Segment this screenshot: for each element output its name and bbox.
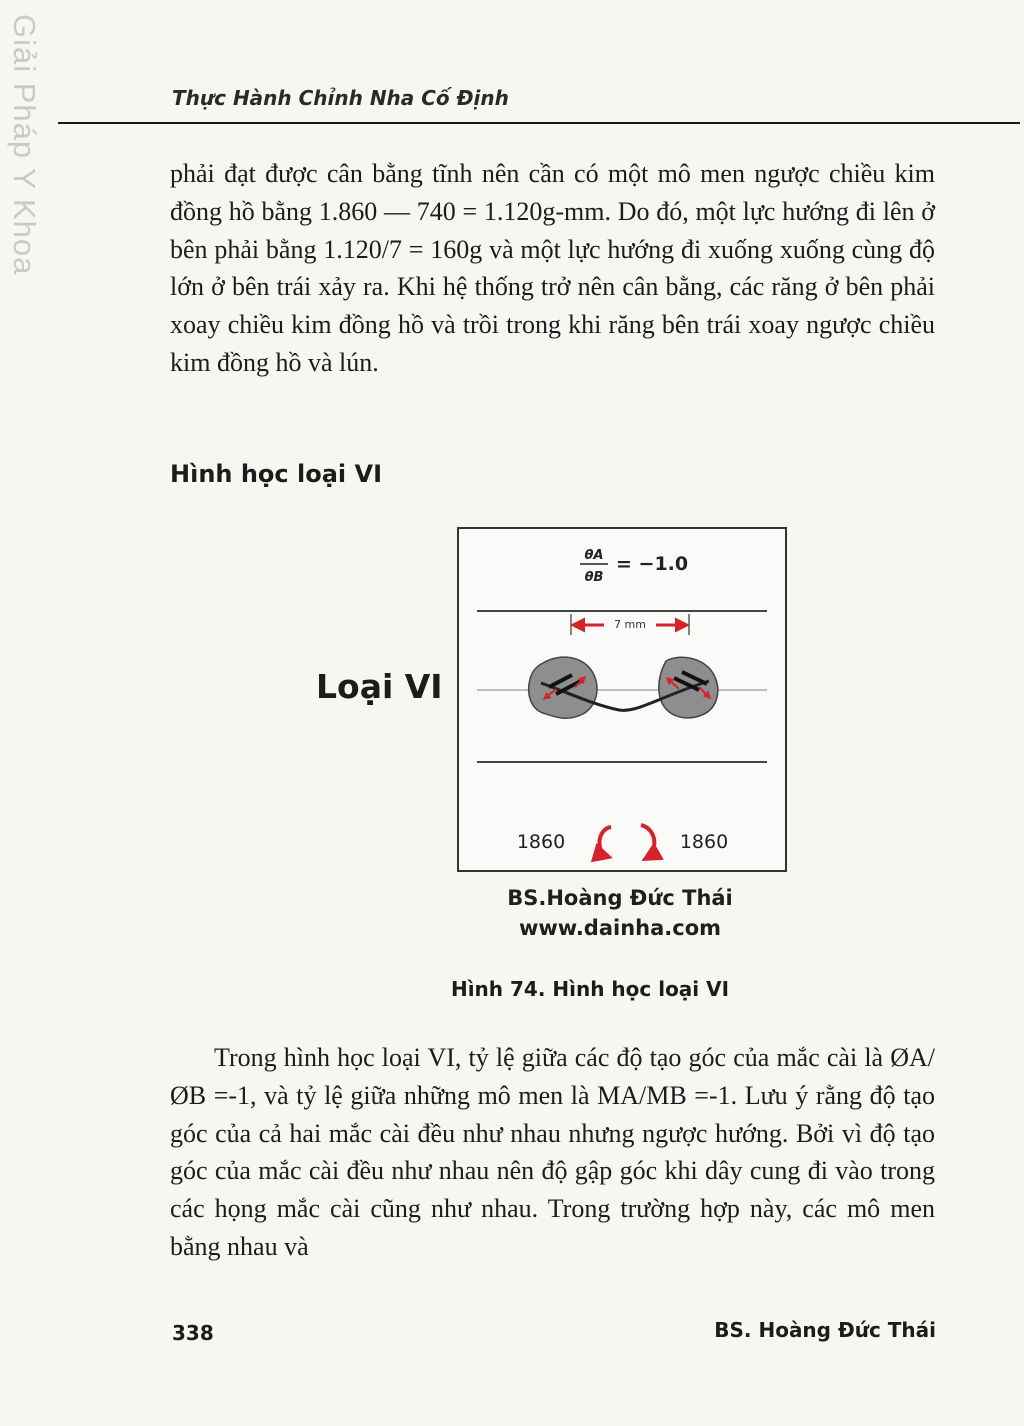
header-rule <box>58 122 1020 124</box>
footer-author: BS. Hoàng Đức Thái <box>714 1318 936 1342</box>
ratio-value: = −1.0 <box>616 553 689 575</box>
figure-side-label: Loại VI <box>316 667 443 706</box>
moment-value-left: 1860 <box>516 831 566 853</box>
figure-credit-name: BS.Hoàng Đức Thái <box>507 886 733 910</box>
moment-value-right: 1860 <box>679 831 729 853</box>
clockwise-arrow-icon <box>641 825 654 859</box>
page-number: 338 <box>172 1321 214 1345</box>
watermark-text: Giải Pháp Y Khoa <box>7 14 42 276</box>
body-paragraph-2: Trong hình học loại VI, tỷ lệ giữa các độ tạo góc của mắc cài là ØA/ØB =-1, và tỷ lệ giữa những mô men là MA/MB =-1. Lưu ý rằng độ tạo góc của cả hai mắc cài đều như nhau nhưng ngược hướng. Bởi vì độ tạo góc của mắc cài đều như nhau nên độ gập góc khi dây cung đi vào trong các họng mắc cài cũng như nhau. Trong trường hợp này, các mô men bằng nhau và <box>170 1043 935 1261</box>
figure-caption: Hình 74. Hình học loại VI <box>450 977 730 1001</box>
ratio-numerator: θA <box>584 548 604 563</box>
tooth-left-icon <box>529 657 597 718</box>
ratio-denominator: θB <box>584 570 604 585</box>
running-header: Thực Hành Chỉnh Nha Cố Định <box>172 86 509 110</box>
body-paragraph-1: phải đạt được cân bằng tĩnh nên cần có một mô men ngược chiều kim đồng hồ bằng 1.860 — 740 = 1.120g-mm. Do đó, một lực hướng đi lên ở bên phải bằng 1.120/7 = 160g và một lực hướng đi xuống xuống cùng độ lớn ở bên trái xảy ra. Khi hệ thống trở nên cân bằng, các răng ở bên phải xoay chiều kim đồng hồ và trồi trong khi răng bên trái xoay ngược chiều kim đồng hồ và lún. <box>170 159 935 377</box>
counterclockwise-arrow-icon <box>599 827 611 857</box>
figure-diagram <box>457 527 787 872</box>
diagram-svg <box>459 529 789 874</box>
distance-label: 7 mm <box>614 618 646 631</box>
figure-credit-url: www.dainha.com <box>518 916 722 940</box>
section-title: Hình học loại VI <box>170 460 382 488</box>
